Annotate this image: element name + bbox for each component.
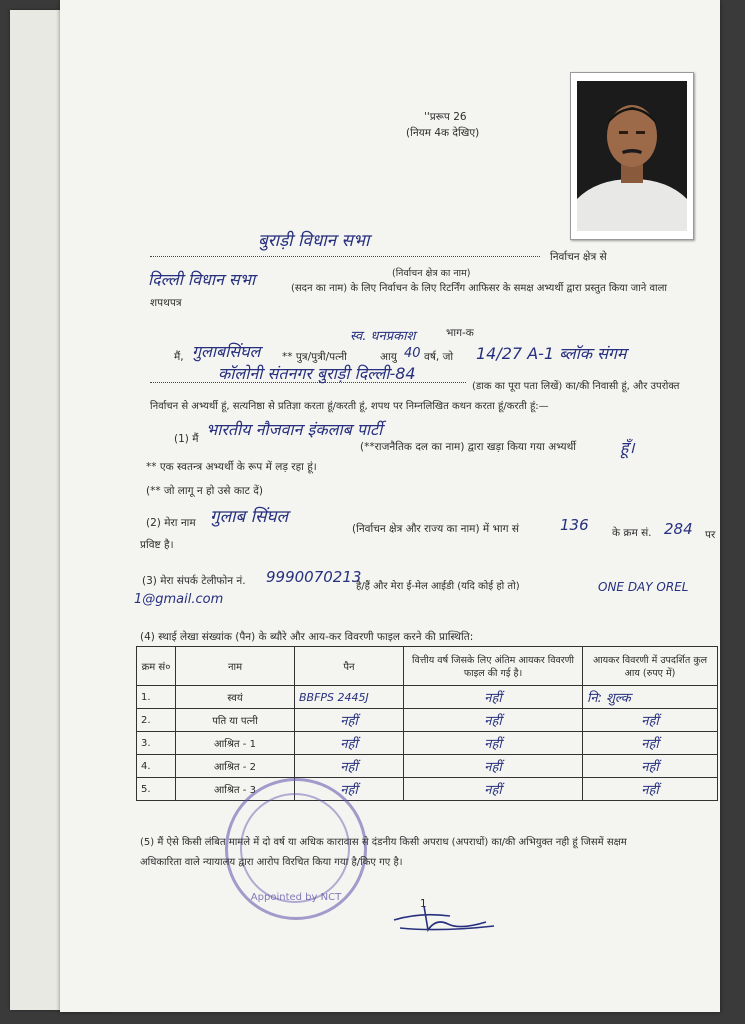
item2-name: गुलाब सिंघल [210,507,289,527]
item1-end: हूँ। [620,438,635,457]
house-text: (सदन का नाम) के लिए निर्वाचन के लिए रिटर्निंग आफिसर के समक्ष अभ्यर्थी द्वारा प्रस्तुत किया जाने वाला [291,283,667,294]
item3-text: है/हैं और मेरा ई-मेल आईडी (यदि कोई हो तो) [356,581,520,592]
part-number: 136 [560,516,589,534]
table-cell: 5. [137,778,176,801]
party-name: भारतीय नौजवान इंकलाब पार्टी [206,420,383,439]
address-line-1: 14/27 A-1 ब्लॉक संगम [476,344,627,363]
person-photo [577,81,687,231]
age-label: आयु [380,351,397,363]
table-row [137,755,718,778]
item1-text: (**राजनैतिक दल का नाम) द्वारा खड़ा किया गया अभ्यर्थी [360,441,577,453]
oath-text: निर्वाचन से अभ्यर्थी हूं, सत्यनिष्ठा से प्रतिज्ञा करता हूं/करती हूं, शपथ पर निम्नलिखित कथन करता हूं/करती हूं:— [150,401,549,412]
table-header: नाम [176,647,295,686]
item2-end: पर [705,529,716,541]
serial-number: 284 [664,520,693,538]
table-cell: नहीं [295,755,404,778]
table-cell: स्वयं [176,686,295,709]
table-cell: नहीं [404,686,583,709]
serial-label: के क्रम सं. [612,527,652,539]
table-cell: नहीं [583,709,718,732]
table-header: आयकर विवरणी में उपदर्शित कुल आय (रुपए में) [583,647,718,686]
table-cell: आश्रित - 1 [176,732,295,755]
table-header: क्रम सं० [137,647,176,686]
table-cell: नहीं [583,778,718,801]
affidavit-page [60,0,720,1012]
table-cell: पति या पत्नी [176,709,295,732]
table-cell: 1. [137,686,176,709]
signature [390,902,500,938]
notary-stamp [225,778,367,920]
affidavit-title: शपथपत्र [150,297,182,309]
table-cell: नहीं [295,732,404,755]
form-rule: (नियम 4क देखिए) [406,127,480,139]
table-cell: आश्रित - 2 [176,755,295,778]
constituency-line [150,254,540,257]
table-cell: नि: शुल्क [583,686,718,709]
table-cell: नहीं [404,709,583,732]
item2-line2: प्रविष्ट है। [140,539,174,551]
item5-line-2: अधिकारिता वाले न्यायालय द्वारा आरोप विरचित किया गया है/किए गए है। [140,857,403,868]
table-header-row [137,647,718,686]
year-text: वर्ष, जो [424,351,454,363]
constituency-suffix: निर्वाचन क्षेत्र से [550,251,607,263]
table-cell: आश्रित - 3 [176,778,295,801]
candidate-photo [570,72,694,240]
constituency-name: बुराड़ी विधान सभा [258,231,370,251]
table-cell: नहीं [404,755,583,778]
item2-prefix: (2) मेरा नाम [146,517,196,529]
table-row [137,732,718,755]
page-number: 1 [420,898,427,910]
candidate-name: गुलाबसिंघल [192,342,261,361]
table-cell: BBFPS 2445J [295,686,404,709]
part-heading: भाग-क [446,327,474,339]
relation-text: ** पुत्र/पुत्री/पत्नी [282,351,347,363]
table-cell: नहीं [404,778,583,801]
table-cell: नहीं [295,709,404,732]
email-line-2: 1@gmail.com [134,592,224,607]
house-name: दिल्ली विधान सभा [148,270,256,289]
table-cell: नहीं [295,778,404,801]
item3-prefix: (3) मेरा संपर्क टेलीफोन नं. [142,575,246,587]
table-header: पैन [295,647,404,686]
email-line-1: ONE DAY OREL [598,580,689,594]
table-header: वित्तीय वर्ष जिसके लिए अंतिम आयकर विवरणी फाइल की गई है। [404,647,583,686]
table-cell: 3. [137,732,176,755]
independent-text: ** एक स्वतन्त्र अभ्यर्थी के रूप में लड़ रहा हूं। [146,461,317,473]
table-row [137,686,718,709]
table-cell: 4. [137,755,176,778]
strike-note: (** जो लागू न हो उसे काट दें) [146,485,263,497]
table-cell: नहीं [583,732,718,755]
table-cell: नहीं [583,755,718,778]
table-cell: 2. [137,709,176,732]
constituency-caption: (निर्वाचन क्षेत्र का नाम) [392,268,471,279]
stamp-text: Appointed by NCT [250,892,342,903]
father-name: स्व. धनप्रकाश [350,329,416,344]
item2-text: (निर्वाचन क्षेत्र और राज्य का नाम) में भाग सं [352,523,519,535]
table-row [137,778,718,801]
table-cell: नहीं [404,732,583,755]
item1-prefix: (1) मैं [174,433,199,445]
line-name-prefix: मैं, [174,351,184,363]
address-line-2: कॉलोनी संतनगर बुराड़ी दिल्ली-84 [218,364,416,383]
item5-line-1: (5) मैं ऐसे किसी लंबित मामले में दो वर्ष या अधिक कारावास से दंडनीय किसी अपराध (अपराधों) का/की अभियुक्त नही हूं जिसमें सक्षम [140,837,627,848]
pan-table [136,646,718,801]
form-number: ''प्ररूप 26 [424,111,467,123]
phone-number: 9990070213 [266,568,362,586]
stamp-ring [240,793,350,903]
item4-text: (4) स्थाई लेखा संख्यांक (पैन) के ब्यौरे और आय-कर विवरणी फाइल करने की प्रास्थिति: [140,631,474,643]
age-value: 40 [404,346,421,361]
address-text: (डाक का पूरा पता लिखें) का/की निवासी हूं, और उपरोक्त [472,381,680,392]
table-row [137,709,718,732]
